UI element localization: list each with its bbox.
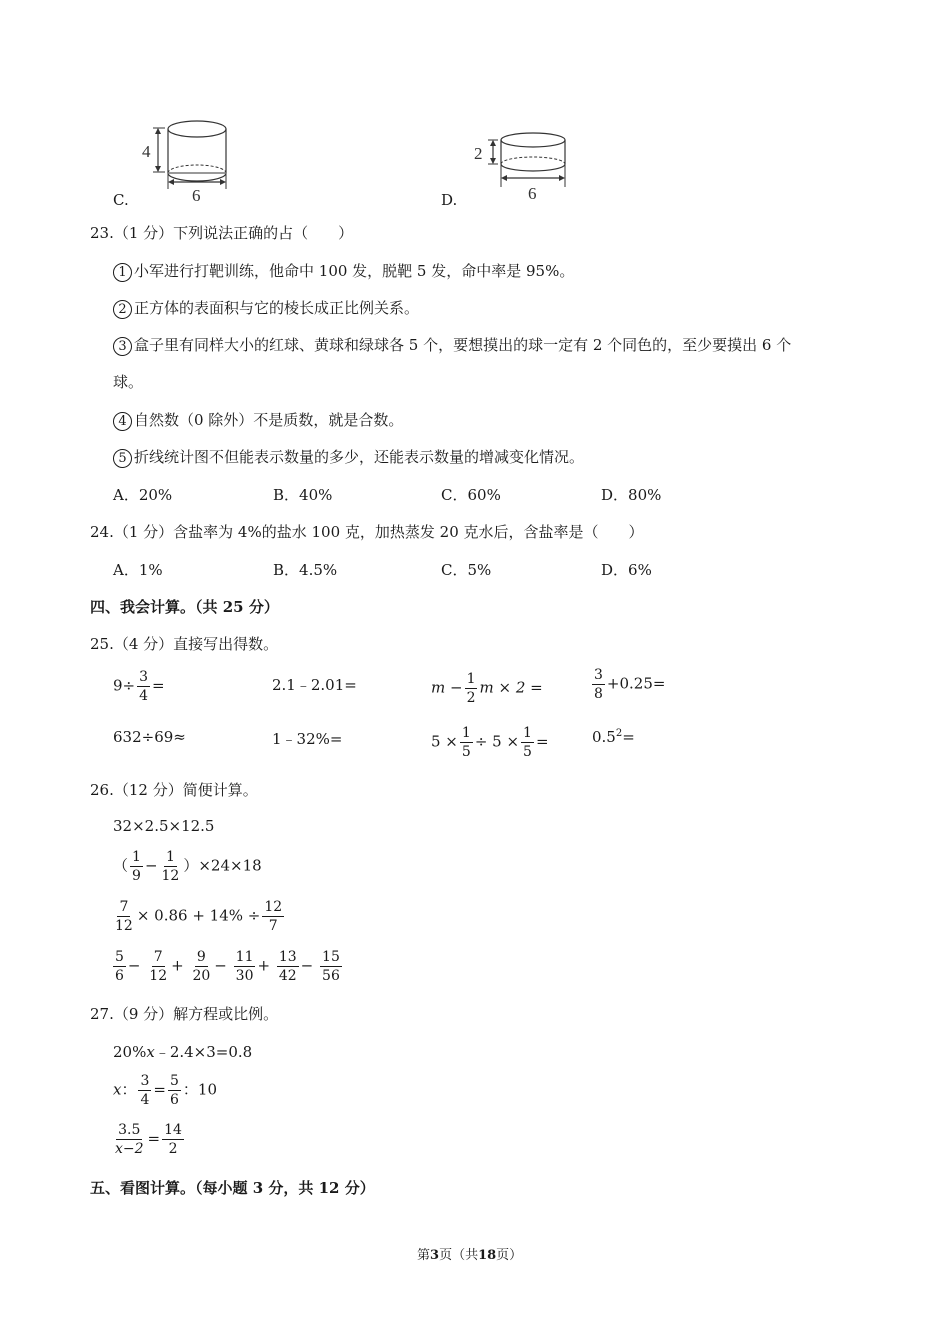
q24-option-b[interactable]: B．4.5% xyxy=(273,561,338,579)
q23-item-text: 折线统计图不但能表示数量的多少，还能表示数量的增减变化情况。 xyxy=(134,448,585,466)
q27-stem: 27.（9 分）解方程或比例。 xyxy=(90,1005,279,1023)
q24-option-d[interactable]: D．6% xyxy=(601,561,652,579)
q23-item-2 xyxy=(113,297,419,319)
q23-option-d[interactable]: D．80% xyxy=(601,486,662,504)
q25-expr-8: $0.5^2=$ xyxy=(592,728,635,746)
cylinder-c-diagram xyxy=(110,110,250,210)
cylinder-c-height: 4 xyxy=(142,142,151,161)
cylinder-d-diagram xyxy=(460,125,580,210)
q25-stem: 25.（4 分）直接写出得数。 xyxy=(90,635,279,653)
q23-option-a[interactable]: A．20% xyxy=(113,486,173,504)
circled-number: 2 xyxy=(113,300,132,319)
circled-number: 4 xyxy=(113,412,132,431)
q24-stem: 24.（1 分）含盐率为 4%的盐水 100 克，加热蒸发 20 克水后，含盐率是（ ） xyxy=(90,523,644,541)
q23-item-3 xyxy=(113,334,791,356)
q23-item-1 xyxy=(113,260,574,282)
page-footer: 第3页（共18页） xyxy=(417,1248,523,1263)
q25-expr-3: m − $\frac{1}{2}$ m × 2 = xyxy=(431,671,543,706)
q23-item-5 xyxy=(113,446,584,468)
circled-number: 3 xyxy=(113,337,132,356)
cylinder-d-height: 2 xyxy=(474,144,483,163)
q23-option-b[interactable]: B．40% xyxy=(273,486,333,504)
section-5-title: 五、看图计算。（每小题 3 分，共 12 分） xyxy=(90,1179,375,1197)
circled-number: 5 xyxy=(113,449,132,468)
cylinder-d-diameter: 6 xyxy=(528,184,537,203)
q25-expr-6: 1﹣32%= xyxy=(272,730,343,748)
q26-expr-3: $\frac{7}{12}$ × 0.86 + 14% ÷ $\frac{12}{7}$ xyxy=(115,899,283,934)
q23-item-text: 小军进行打靶训练，他命中 100 发，脱靶 5 发，命中率是 95%。 xyxy=(134,262,575,280)
q23-item-text: 自然数（0 除外）不是质数，就是合数。 xyxy=(134,411,404,429)
figure-d xyxy=(460,125,580,210)
q23-item-text: 盒子里有同样大小的红球、黄球和绿球各 5 个，要想摸出的球一定有 2 个同色的，至少要摸出 6 个 xyxy=(134,336,792,354)
q25-expr-1: 9÷ $\frac{3}{4}$ = xyxy=(113,669,165,704)
q23-item-4 xyxy=(113,409,403,431)
q24-option-a[interactable]: A．1% xyxy=(113,561,163,579)
q27-expr-1: 20%x﹣2.4×3=0.8 xyxy=(113,1043,253,1061)
option-d-label: D. xyxy=(441,191,458,209)
q27-expr-3: $\frac{3.5}{x-2}$ = $\frac{14}{2}$ xyxy=(115,1122,182,1157)
q26-expr-2: （ $\frac{1}{9}$ − $\frac{1}{12}$ ）×24×18 xyxy=(113,849,262,884)
q27-expr-2: x： $\frac{3}{4}$ = $\frac{5}{6}$ ：10 xyxy=(113,1073,217,1108)
q23-item-3-cont: 球。 xyxy=(113,373,144,391)
section-4-title: 四、我会计算。（共 25 分） xyxy=(90,598,279,616)
page-total: 18 xyxy=(478,1248,497,1263)
cylinder-c-diameter: 6 xyxy=(192,186,201,205)
q25-expr-5: 632÷69≈ xyxy=(113,728,186,746)
q25-expr-7: 5 × $\frac{1}{5}$ ÷ 5 × $\frac{1}{5}$ = xyxy=(431,725,549,760)
figure-c xyxy=(110,110,250,210)
q25-expr-2: 2.1﹣2.01= xyxy=(272,676,357,694)
circled-number: 1 xyxy=(113,263,132,282)
q24-option-c[interactable]: C．5% xyxy=(441,561,492,579)
q26-expr-1: 32×2.5×12.5 xyxy=(113,817,215,835)
q25-expr-4: $\frac{3}{8}$ +0.25= xyxy=(594,667,666,702)
q23-option-c[interactable]: C．60% xyxy=(441,486,501,504)
page-number: 3 xyxy=(430,1248,440,1263)
option-c-label: C. xyxy=(113,191,129,209)
q26-expr-4: $\frac{5}{6}$ − $\frac{7}{12}$ + $\frac{9}{20}$ − $\frac{11}{30}$ + $\frac{13}{42}$ − $\frac{15}{56}$ xyxy=(115,949,340,984)
q23-item-text: 正方体的表面积与它的棱长成正比例关系。 xyxy=(134,299,420,317)
q23-stem: 23.（1 分）下列说法正确的占（ ） xyxy=(90,224,354,242)
q26-stem: 26.（12 分）简便计算。 xyxy=(90,781,258,799)
